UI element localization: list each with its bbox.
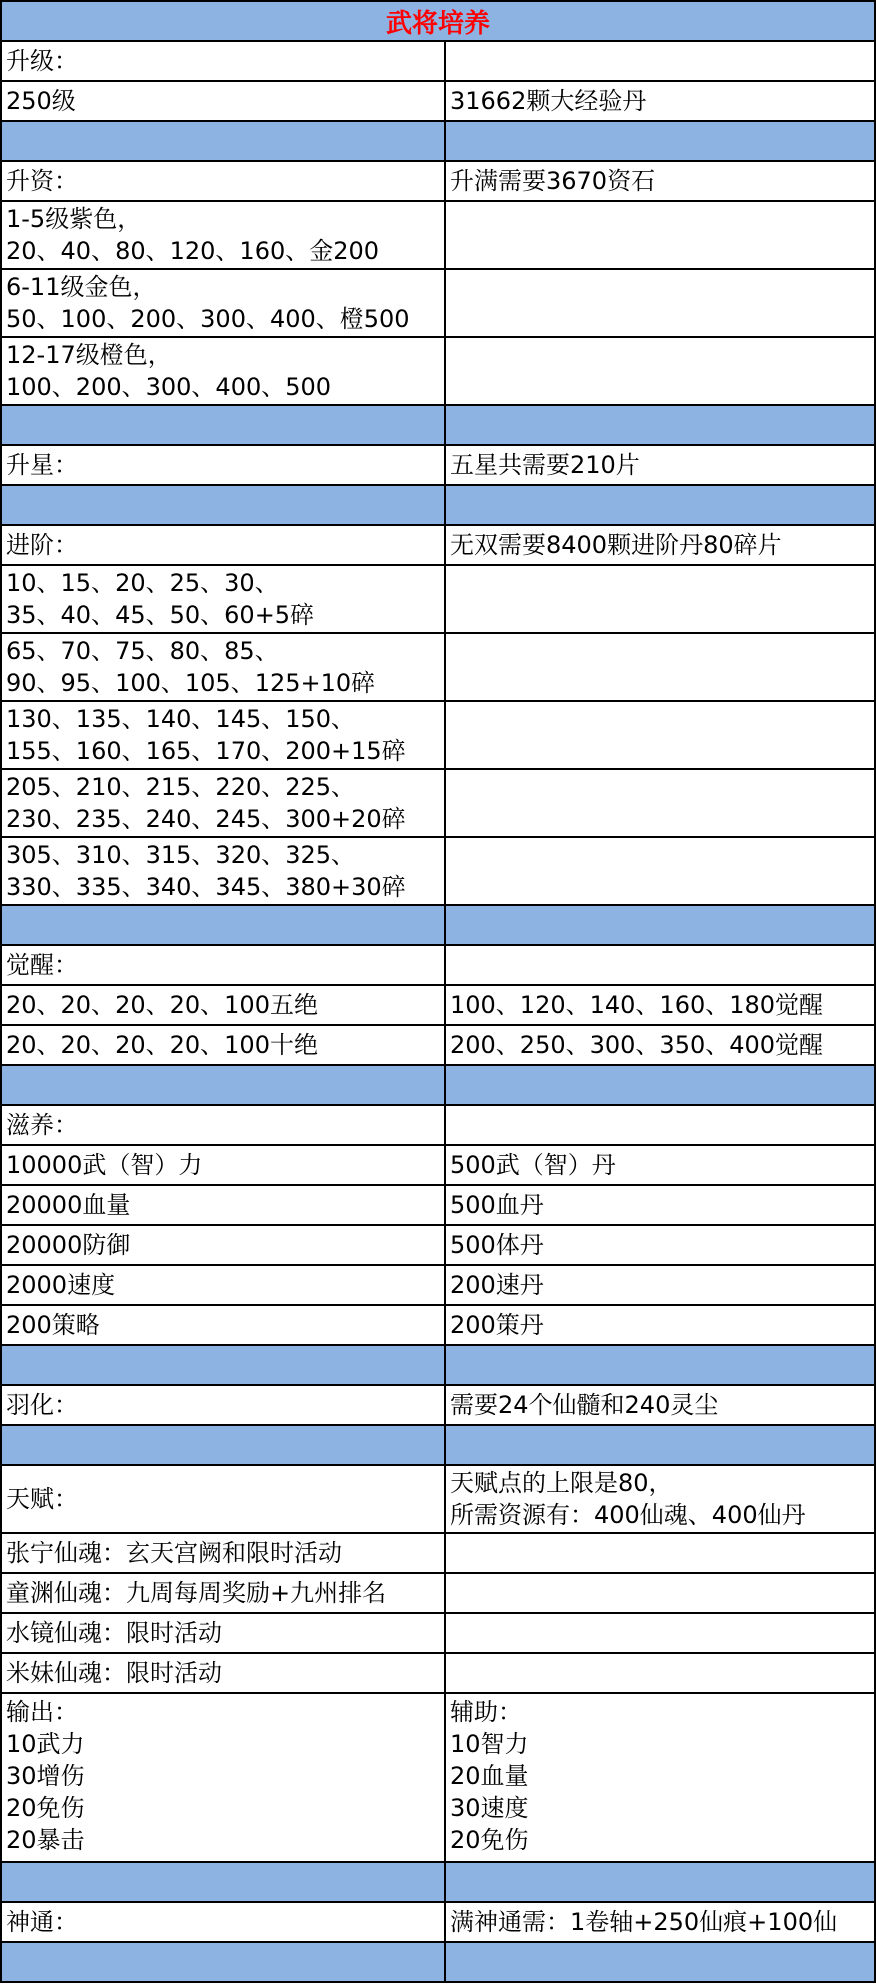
cell-item: 205、210、215、220、225、 230、235、240、245、300+20碎 — [0, 770, 446, 836]
section-divider-row — [0, 1943, 876, 1983]
cell-requirement: 200策丹 — [446, 1306, 876, 1344]
cell-item — [0, 1346, 446, 1384]
cell-item: 升星： — [0, 446, 446, 484]
table-row — [0, 770, 876, 838]
table-row — [0, 566, 876, 634]
table-row — [0, 162, 876, 202]
section-divider-row — [0, 1426, 876, 1466]
table-row — [0, 1186, 876, 1226]
cell-requirement — [446, 1943, 876, 1981]
table-row — [0, 634, 876, 702]
cell-requirement — [446, 122, 876, 160]
cell-item: 进阶： — [0, 526, 446, 564]
cell-requirement — [446, 270, 876, 336]
cell-item: 305、310、315、320、325、 330、335、340、345、380+30碎 — [0, 838, 446, 904]
cell-item: 羽化： — [0, 1386, 446, 1424]
table-row — [0, 1466, 876, 1534]
table-row — [0, 82, 876, 122]
section-divider-row — [0, 1346, 876, 1386]
cell-requirement — [446, 1106, 876, 1144]
table-row — [0, 1266, 876, 1306]
cell-item: 20、20、20、20、100五绝 — [0, 986, 446, 1024]
cell-requirement — [446, 1346, 876, 1384]
cell-item: 12-17级橙色， 100、200、300、400、500 — [0, 338, 446, 404]
table-row — [0, 1654, 876, 1694]
table-row — [0, 1574, 876, 1614]
cell-requirement: 500武（智）丹 — [446, 1146, 876, 1184]
cell-item — [0, 122, 446, 160]
table-row — [0, 1306, 876, 1346]
cell-item: 觉醒： — [0, 946, 446, 984]
cell-item — [0, 1426, 446, 1464]
table-row — [0, 1386, 876, 1426]
table-row — [0, 446, 876, 486]
cell-requirement — [446, 770, 876, 836]
cell-requirement — [446, 1574, 876, 1612]
table-row — [0, 946, 876, 986]
table-title: 武将培养 — [0, 2, 876, 42]
cell-requirement: 31662颗大经验丹 — [446, 82, 876, 120]
cell-requirement: 无双需要8400颗进阶丹80碎片 — [446, 526, 876, 564]
cell-item: 65、70、75、80、85、 90、95、100、105、125+10碎 — [0, 634, 446, 700]
cell-item: 200策略 — [0, 1306, 446, 1344]
cell-item — [0, 906, 446, 944]
cell-item: 张宁仙魂：玄天宫阙和限时活动 — [0, 1534, 446, 1572]
section-divider-row — [0, 122, 876, 162]
cell-item: 升级： — [0, 42, 446, 80]
cell-requirement: 辅助： 10智力 20血量 30速度 20免伤 — [446, 1694, 876, 1861]
cell-item: 130、135、140、145、150、 155、160、165、170、200+15碎 — [0, 702, 446, 768]
cell-item — [0, 406, 446, 444]
cell-item: 20000血量 — [0, 1186, 446, 1224]
cell-item: 250级 — [0, 82, 446, 120]
cell-requirement — [446, 202, 876, 268]
cell-item: 20、20、20、20、100十绝 — [0, 1026, 446, 1064]
cell-requirement: 满神通需：1卷轴+250仙痕+100仙 — [446, 1903, 876, 1941]
cell-item: 20000防御 — [0, 1226, 446, 1264]
cell-requirement — [446, 1654, 876, 1692]
cell-requirement — [446, 906, 876, 944]
cell-item — [0, 486, 446, 524]
cell-requirement — [446, 1863, 876, 1901]
table-row — [0, 42, 876, 82]
table-body — [0, 42, 876, 1983]
cell-requirement: 天赋点的上限是80， 所需资源有：400仙魂、400仙丹 — [446, 1466, 876, 1532]
table-row — [0, 202, 876, 270]
table-row — [0, 526, 876, 566]
cell-requirement — [446, 702, 876, 768]
cell-item — [0, 1066, 446, 1104]
cell-item — [0, 1943, 446, 1981]
cell-requirement — [446, 634, 876, 700]
table-row — [0, 270, 876, 338]
table-row — [0, 1534, 876, 1574]
cell-item: 1-5级紫色， 20、40、80、120、160、金200 — [0, 202, 446, 268]
table-row — [0, 1903, 876, 1943]
table-row — [0, 1146, 876, 1186]
cell-requirement — [446, 1066, 876, 1104]
cell-item — [0, 1863, 446, 1901]
table-row — [0, 986, 876, 1026]
cell-requirement — [446, 338, 876, 404]
cell-item: 升资： — [0, 162, 446, 200]
cell-item: 10000武（智）力 — [0, 1146, 446, 1184]
cell-requirement: 100、120、140、160、180觉醒 — [446, 986, 876, 1024]
cell-item: 米妹仙魂：限时活动 — [0, 1654, 446, 1692]
cell-requirement: 200速丹 — [446, 1266, 876, 1304]
cell-item: 输出： 10武力 30增伤 20免伤 20暴击 — [0, 1694, 446, 1861]
cell-requirement: 500体丹 — [446, 1226, 876, 1264]
cell-requirement: 五星共需要210片 — [446, 446, 876, 484]
table-row — [0, 1226, 876, 1266]
table-row — [0, 838, 876, 906]
section-divider-row — [0, 1066, 876, 1106]
cell-requirement — [446, 1614, 876, 1652]
cell-item: 2000速度 — [0, 1266, 446, 1304]
cell-requirement: 升满需要3670资石 — [446, 162, 876, 200]
cell-requirement — [446, 1426, 876, 1464]
table-row — [0, 702, 876, 770]
table-row — [0, 1694, 876, 1863]
cell-requirement — [446, 946, 876, 984]
cell-item: 童渊仙魂：九周每周奖励+九州排名 — [0, 1574, 446, 1612]
cell-requirement — [446, 1534, 876, 1572]
cell-item: 神通： — [0, 1903, 446, 1941]
table-row — [0, 1614, 876, 1654]
cell-requirement — [446, 406, 876, 444]
cell-item: 6-11级金色， 50、100、200、300、400、橙500 — [0, 270, 446, 336]
cell-item: 天赋： — [0, 1466, 446, 1532]
cell-requirement — [446, 838, 876, 904]
table-row — [0, 1026, 876, 1066]
table-row — [0, 1106, 876, 1146]
section-divider-row — [0, 1863, 876, 1903]
cell-requirement — [446, 42, 876, 80]
cell-item: 水镜仙魂：限时活动 — [0, 1614, 446, 1652]
cell-requirement — [446, 486, 876, 524]
cell-requirement — [446, 566, 876, 632]
section-divider-row — [0, 406, 876, 446]
table-row — [0, 338, 876, 406]
section-divider-row — [0, 486, 876, 526]
cell-item: 滋养： — [0, 1106, 446, 1144]
cell-requirement: 500血丹 — [446, 1186, 876, 1224]
section-divider-row — [0, 906, 876, 946]
cell-item: 10、15、20、25、30、 35、40、45、50、60+5碎 — [0, 566, 446, 632]
cell-requirement: 需要24个仙髓和240灵尘 — [446, 1386, 876, 1424]
cell-requirement: 200、250、300、350、400觉醒 — [446, 1026, 876, 1064]
